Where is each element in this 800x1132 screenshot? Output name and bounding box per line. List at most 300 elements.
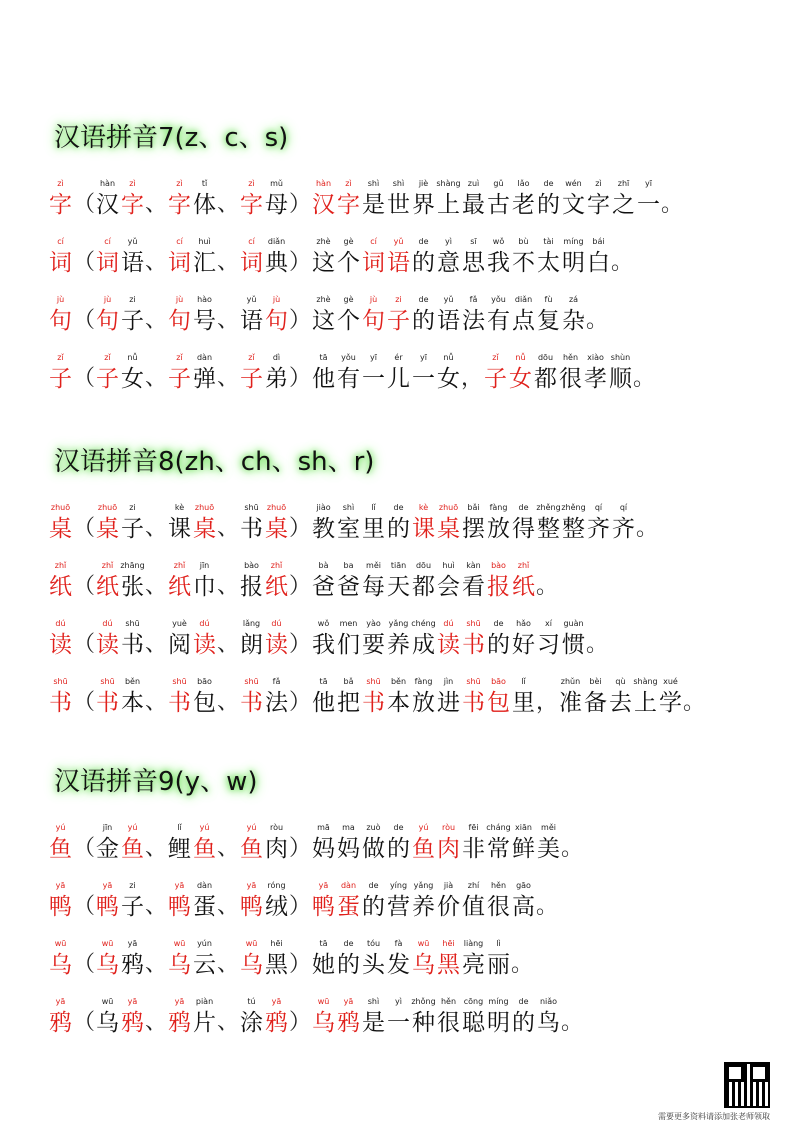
character [386, 560, 411, 602]
hanzi: 纸 [96, 574, 119, 600]
character [361, 352, 386, 394]
character [336, 618, 361, 660]
character [386, 822, 411, 864]
character [561, 236, 586, 278]
pinyin-label: cí [57, 237, 64, 246]
target-character [311, 996, 336, 1038]
pinyin-label: jiè [418, 179, 429, 188]
pinyin-label: hàn [315, 179, 332, 188]
target-character [239, 938, 264, 980]
pinyin-label: de [418, 237, 429, 246]
pinyin-label: míng [488, 997, 509, 1006]
pinyin-label: yā [127, 939, 138, 948]
hanzi: 书 [462, 690, 485, 716]
punctuation: （ [73, 308, 96, 333]
target-character [361, 236, 386, 278]
hanzi: 室 [337, 516, 360, 542]
hanzi: 乌 [96, 952, 119, 978]
hanzi: 他 [312, 690, 335, 716]
punctuation: 、 [217, 632, 240, 657]
hanzi: 最 [462, 192, 485, 218]
character [264, 938, 289, 980]
punctuation: ） [289, 308, 312, 333]
character [192, 560, 217, 602]
pinyin-label: yā [246, 881, 257, 890]
character [636, 178, 661, 220]
hanzi: 习 [537, 632, 560, 658]
pinyin-label: wū [245, 939, 258, 948]
hanzi: 的 [337, 952, 360, 978]
hanzi: 纸 [512, 574, 535, 600]
character [586, 178, 611, 220]
hanzi: 词 [362, 250, 385, 276]
target-character [264, 618, 289, 660]
target-character [95, 938, 120, 980]
target-character [311, 880, 336, 922]
character [436, 294, 461, 336]
character [411, 236, 436, 278]
character [486, 618, 511, 660]
hanzi: 黑 [265, 952, 288, 978]
hanzi: 法 [462, 308, 485, 334]
pinyin-label: zhěng [561, 503, 586, 512]
punctuation: 、 [217, 894, 240, 919]
pinyin-label: de [343, 939, 354, 948]
character [461, 880, 486, 922]
hanzi: 养 [412, 894, 435, 920]
hanzi: 很 [487, 894, 510, 920]
hanzi: 里 [362, 516, 385, 542]
hanzi: 不 [512, 250, 535, 276]
hanzi: 金 [96, 836, 119, 862]
punctuation: 、 [217, 1010, 240, 1035]
hanzi: 鸭 [240, 894, 263, 920]
pinyin-label: zǐ [492, 353, 499, 362]
pinyin-label: tǐ [201, 179, 208, 188]
hanzi: 的 [412, 250, 435, 276]
pinyin-label: de [518, 997, 529, 1006]
character [461, 560, 486, 602]
character [311, 618, 336, 660]
hanzi: 聪 [462, 1010, 485, 1036]
character [536, 618, 561, 660]
punctuation: ） [289, 836, 312, 861]
hanzi: 值 [462, 894, 485, 920]
hanzi: 乌 [312, 1010, 335, 1036]
pinyin-label: zi [129, 881, 136, 890]
character [239, 996, 264, 1038]
hanzi: 语 [437, 308, 460, 334]
pinyin-label: zì [57, 179, 64, 188]
pinyin-label: shì [342, 503, 355, 512]
hanzi: 子 [49, 366, 72, 392]
hanzi: 备 [584, 690, 607, 716]
hanzi: 复 [537, 308, 560, 334]
hanzi: 书 [121, 632, 144, 658]
pinyin-label: shàng [436, 179, 461, 188]
punctuation: ） [289, 632, 312, 657]
pinyin-label: wū [317, 997, 330, 1006]
character [239, 294, 264, 336]
pinyin-row [48, 162, 768, 220]
pinyin-label: xiào [587, 353, 604, 362]
pinyin-label: shì [392, 179, 405, 188]
punctuation: 、 [145, 690, 168, 715]
character [536, 822, 561, 864]
character [311, 236, 336, 278]
pinyin-label: shì [367, 179, 380, 188]
hanzi: 鸦 [121, 952, 144, 978]
hanzi: 读 [265, 632, 288, 658]
punctuation: 。 [611, 250, 634, 275]
target-character [120, 996, 145, 1038]
punctuation: 、 [145, 308, 168, 333]
punctuation: 、 [217, 250, 240, 275]
pinyin-label: zì [345, 179, 352, 188]
target-character [239, 352, 264, 394]
pinyin-label: kàn [466, 561, 481, 570]
punctuation: 、 [217, 366, 240, 391]
pinyin-label: xué [663, 677, 678, 686]
pinyin-label: zhuō [266, 503, 287, 512]
character [511, 676, 536, 718]
punctuation: （ [73, 1010, 96, 1035]
pinyin-label: dú [199, 619, 210, 628]
pinyin-label: de [418, 295, 429, 304]
hanzi: 是 [362, 192, 385, 218]
pinyin-label: zhǐ [101, 561, 114, 570]
hanzi: 们 [337, 632, 360, 658]
character [486, 822, 511, 864]
character [561, 618, 586, 660]
target-character [386, 294, 411, 336]
pinyin-label: zhuō [438, 503, 459, 512]
character [264, 822, 289, 864]
character [386, 618, 411, 660]
target-character [167, 996, 192, 1038]
punctuation: 、 [217, 516, 240, 541]
character [511, 502, 536, 544]
character [536, 996, 561, 1038]
hanzi: 的 [512, 1010, 535, 1036]
target-character [95, 560, 120, 602]
hanzi: 鸦 [121, 1010, 144, 1036]
character [583, 676, 608, 718]
pinyin-label: ér [394, 353, 403, 362]
character [336, 294, 361, 336]
character [95, 178, 120, 220]
hanzi: 词 [49, 250, 72, 276]
character [608, 676, 633, 718]
character [436, 560, 461, 602]
character [311, 938, 336, 980]
pinyin-label: yíng [389, 881, 408, 890]
hanzi: 整 [562, 516, 585, 542]
pinyin-label: fàng [489, 503, 508, 512]
hanzi: 摆 [462, 516, 485, 542]
pinyin-label: běn [124, 677, 141, 686]
footer-text: 需要更多资料请添加张老师领取 [658, 1112, 770, 1121]
character [311, 560, 336, 602]
pinyin-label: diǎn [267, 237, 286, 246]
hanzi: 鸦 [49, 1010, 72, 1036]
character [239, 560, 264, 602]
footer [658, 1062, 770, 1122]
pinyin-label: yā [55, 997, 66, 1006]
target-character [48, 178, 73, 220]
character [192, 236, 217, 278]
pinyin-label: yú [246, 823, 257, 832]
pinyin-label: mā [317, 823, 330, 832]
character [411, 352, 436, 394]
pinyin-label: bǎ [343, 677, 354, 686]
character [461, 236, 486, 278]
pinyin-row [48, 660, 768, 718]
hanzi: 报 [240, 574, 263, 600]
character [486, 178, 511, 220]
pinyin-label: de [393, 503, 404, 512]
target-character [48, 560, 73, 602]
hanzi: 语 [121, 250, 144, 276]
target-character [411, 822, 436, 864]
hanzi: 价 [437, 894, 460, 920]
pinyin-label: zǐ [57, 353, 64, 362]
hanzi: 词 [96, 250, 119, 276]
pinyin-label: bǎi [467, 503, 480, 512]
punctuation: 、 [217, 308, 240, 333]
target-character [436, 938, 461, 980]
pinyin-label: yú [55, 823, 66, 832]
character [311, 502, 336, 544]
pinyin-label: nǚ [515, 353, 526, 362]
pinyin-row [48, 220, 768, 278]
hanzi: 乌 [96, 1010, 119, 1036]
pinyin-label: bèi [589, 677, 602, 686]
target-character [239, 178, 264, 220]
hanzi: 词 [240, 250, 263, 276]
pinyin-label: zi [395, 295, 402, 304]
hanzi: 朗 [240, 632, 263, 658]
character [583, 352, 608, 394]
character [192, 996, 217, 1038]
pinyin-label: zhuō [97, 503, 118, 512]
target-character [264, 502, 289, 544]
pinyin-label: hēi [442, 939, 455, 948]
character [633, 676, 658, 718]
hanzi: 汇 [193, 250, 216, 276]
hanzi: 书 [168, 690, 191, 716]
hanzi: 天 [387, 574, 410, 600]
hanzi: 儿 [387, 366, 410, 392]
pinyin-label: měi [541, 823, 556, 832]
pinyin-label: tiān [390, 561, 407, 570]
pinyin-label: dú [443, 619, 454, 628]
hanzi: 句 [96, 308, 119, 334]
target-character [486, 676, 511, 718]
character [511, 178, 536, 220]
target-character [436, 822, 461, 864]
pinyin-label: fǎ [272, 677, 281, 686]
character [120, 880, 145, 922]
hanzi: 顺 [609, 366, 632, 392]
hanzi: 书 [362, 690, 385, 716]
hanzi: 汉 [312, 192, 335, 218]
pinyin-label: zhè [316, 295, 331, 304]
hanzi: 把 [337, 690, 360, 716]
hanzi: 纸 [265, 574, 288, 600]
punctuation: ） [289, 192, 312, 217]
character [586, 236, 611, 278]
target-character [361, 676, 386, 718]
pinyin-label: fù [544, 295, 553, 304]
pinyin-label: róng [267, 881, 286, 890]
qr-code-icon [724, 1062, 770, 1108]
pinyin-label: de [518, 503, 529, 512]
character [386, 502, 411, 544]
hanzi: 齐 [587, 516, 610, 542]
hanzi: 整 [537, 516, 560, 542]
character [386, 676, 411, 718]
pinyin-label: zhǐ [270, 561, 283, 570]
pinyin-label: men [339, 619, 358, 628]
pinyin-label: zuò [366, 823, 381, 832]
character [486, 880, 511, 922]
character [264, 178, 289, 220]
hanzi: 鸦 [337, 1010, 360, 1036]
pinyin-label: yǔ [127, 237, 138, 246]
pinyin-label: de [393, 823, 404, 832]
hanzi: 非 [462, 836, 485, 862]
character [239, 618, 264, 660]
pinyin-label: yā [318, 881, 329, 890]
pinyin-label: hàn [99, 179, 116, 188]
target-character [48, 822, 73, 864]
pinyin-label: qí [594, 503, 603, 512]
pinyin-label: zhǐ [517, 561, 530, 570]
pinyin-label: yī [645, 179, 652, 188]
pinyin-label: yā [174, 881, 185, 890]
punctuation: （ [73, 894, 96, 919]
punctuation: 。 [536, 894, 559, 919]
punctuation: （ [73, 192, 96, 217]
character [311, 822, 336, 864]
pinyin-label: lǐ [521, 677, 526, 686]
character [611, 502, 636, 544]
pinyin-label: yǔ [443, 295, 454, 304]
pinyin-label: zhǔn [560, 677, 581, 686]
hanzi: 放 [412, 690, 435, 716]
hanzi: 惯 [562, 632, 585, 658]
pinyin-label: gè [343, 237, 354, 246]
character [486, 236, 511, 278]
pinyin-label: dàn [196, 353, 213, 362]
pinyin-label: nǚ [443, 353, 454, 362]
pinyin-label: dú [102, 619, 113, 628]
character [536, 502, 561, 544]
pinyin-label: wū [101, 939, 114, 948]
pinyin-row [48, 980, 768, 1038]
pinyin-label: guàn [563, 619, 584, 628]
hanzi: 一 [362, 366, 385, 392]
hanzi: 弟 [265, 366, 288, 392]
pinyin-label: bāo [197, 677, 212, 686]
hanzi: 个 [337, 250, 360, 276]
character [436, 352, 461, 394]
punctuation: 。 [561, 1010, 584, 1035]
hanzi: 书 [462, 632, 485, 658]
hanzi: 字 [121, 192, 144, 218]
character [586, 502, 611, 544]
pinyin-label: nǚ [127, 353, 138, 362]
hanzi: 头 [362, 952, 385, 978]
pinyin-label: kè [174, 503, 185, 512]
pinyin-row [48, 336, 768, 394]
hanzi: 看 [462, 574, 485, 600]
target-character [167, 560, 192, 602]
character [536, 178, 561, 220]
hanzi: 杂 [562, 308, 585, 334]
target-character [264, 560, 289, 602]
hanzi: 桌 [193, 516, 216, 542]
hanzi: 子 [121, 516, 144, 542]
character [558, 676, 583, 718]
pinyin-label: bù [518, 237, 529, 246]
punctuation: （ [73, 836, 96, 861]
hanzi: 女 [121, 366, 144, 392]
hanzi: 语 [387, 250, 410, 276]
character [561, 294, 586, 336]
character [386, 352, 411, 394]
target-character [239, 676, 264, 718]
character [311, 294, 336, 336]
section-title: 汉语拼音7(z、c、s) [54, 123, 289, 153]
pinyin-label: jià [443, 881, 454, 890]
target-character [167, 676, 192, 718]
hanzi: 有 [487, 308, 510, 334]
hanzi: 字 [49, 192, 72, 218]
hanzi: 爸 [312, 574, 335, 600]
hanzi: 有 [337, 366, 360, 392]
pinyin-label: yì [445, 237, 452, 246]
hanzi: 鸭 [96, 894, 119, 920]
punctuation: 、 [145, 1010, 168, 1035]
hanzi: 书 [240, 516, 263, 542]
pinyin-row [48, 922, 768, 980]
pinyin-row [48, 806, 768, 864]
hanzi: 一 [387, 1010, 410, 1036]
hanzi: 这 [312, 308, 335, 334]
pinyin-label: kè [418, 503, 429, 512]
character [486, 938, 511, 980]
target-character [48, 938, 73, 980]
hanzi: 鱼 [49, 836, 72, 862]
hanzi: 的 [412, 308, 435, 334]
pinyin-label: zi [129, 503, 136, 512]
pinyin-label: ba [343, 561, 354, 570]
pinyin-label: zǐ [104, 353, 111, 362]
hanzi: 教 [312, 516, 335, 542]
target-character [95, 502, 120, 544]
hanzi: 明 [562, 250, 585, 276]
hanzi: 这 [312, 250, 335, 276]
hanzi: 的 [487, 632, 510, 658]
pinyin-label: cí [176, 237, 183, 246]
hanzi: 子 [240, 366, 263, 392]
hanzi: 一 [412, 366, 435, 392]
character [561, 178, 586, 220]
pinyin-label: fàng [414, 677, 433, 686]
pinyin-label: yú [199, 823, 210, 832]
